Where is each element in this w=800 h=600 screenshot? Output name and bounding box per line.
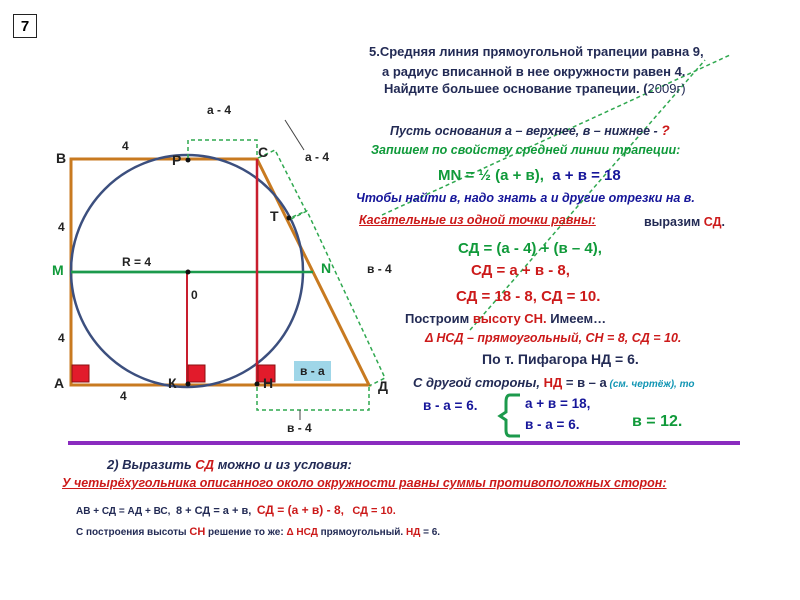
answer: в = 12. — [632, 413, 683, 430]
bracket-bottom — [257, 387, 369, 410]
label-bottom-b4: в - 4 — [287, 421, 312, 435]
label-left-4: 4 — [58, 220, 65, 234]
b-minus-a-left: в - а = 6. — [423, 398, 478, 413]
vertex-c: С — [258, 144, 269, 160]
pythagoras-note: По т. Пифагора НД = 6. — [482, 351, 639, 367]
label-bottom-4: 4 — [120, 389, 127, 403]
part2-height: С построения высоты СН решение то же: Δ НСД прямоугольный. НД = 6. — [76, 526, 441, 538]
slide-number: 7 — [13, 14, 37, 38]
tangents-note: Касательные из одной точки равны: — [359, 213, 596, 227]
vertex-p: Р — [172, 152, 182, 168]
label-left-top-4: 4 — [122, 139, 129, 153]
vertex-k: К — [168, 375, 177, 391]
system-brace — [500, 395, 520, 436]
label-right-a4: а - 4 — [305, 150, 330, 164]
label-left-bottom-4: 4 — [58, 331, 65, 345]
vertex-h: Н — [263, 375, 274, 391]
vertex-b: В — [56, 150, 67, 166]
triangle-note: Δ НСД – прямоугольный, СН = 8, СД = 10. — [425, 331, 682, 345]
part2-theorem: У четырёхугольника описанного около окружности равны суммы противоположных сторон: — [62, 476, 667, 490]
to-find-note: Чтобы найти в, надо знать а и другие отрезки на в. — [356, 191, 695, 205]
problem-line-3: Найдите большее основание трапеции. (2009г) — [384, 81, 686, 96]
let-bases: Пусть основания а – верхнее, в – нижнее - ? — [390, 122, 670, 138]
system-eq-2: в - а = 6. — [525, 417, 580, 432]
point-h — [255, 382, 260, 387]
cd-equation-1: СД = (а - 4) + (в – 4), — [458, 240, 602, 257]
system-eq-1: а + в = 18, — [525, 396, 591, 411]
label-right-b4: в - 4 — [367, 262, 392, 276]
point-p — [186, 158, 191, 163]
vertex-o: 0 — [191, 288, 198, 302]
right-angle-k — [188, 365, 205, 382]
vertex-a: А — [54, 375, 65, 391]
bracket-td — [291, 211, 385, 386]
vertex-n: N — [321, 260, 332, 276]
part2-title: 2) Выразить СД можно и из условия: — [107, 457, 352, 472]
point-t — [287, 216, 292, 221]
express-cd: выразим СД. — [644, 215, 725, 229]
build-height: Построим высоту СН. Имеем… — [405, 311, 607, 326]
label-radius: R = 4 — [122, 255, 152, 269]
mn-formula: MN = ½ (а + в), а + в = 18 — [438, 167, 621, 184]
point-o — [186, 270, 191, 275]
right-angle-a — [72, 365, 89, 382]
label-top-a4: а - 4 — [207, 103, 232, 117]
property-note: Запишем по свойству средней линии трапеции: — [371, 143, 681, 157]
label-box-b-a: в - а — [294, 361, 331, 381]
cd-equation-2: СД = а + в - 8, — [471, 262, 570, 279]
part2-equations: АВ + СД = АД + ВС, 8 + СД = а + в, СД = (а + в) - 8, СД = 10. — [76, 503, 396, 517]
problem-line-2: а радиус вписанной в нее окружности равен 4. — [382, 64, 686, 79]
vertex-t: Т — [270, 208, 279, 224]
vertex-d: Д — [378, 378, 388, 394]
vertex-m: М — [52, 262, 64, 278]
cd-equation-3: СД = 18 - 8, СД = 10. — [456, 288, 601, 305]
problem-line-1: 5.Средняя линия прямоугольной трапеции равна 9, — [369, 44, 704, 59]
other-side: С другой стороны, НД = в – а (см. чертёж), то — [413, 375, 695, 390]
point-k — [186, 382, 191, 387]
